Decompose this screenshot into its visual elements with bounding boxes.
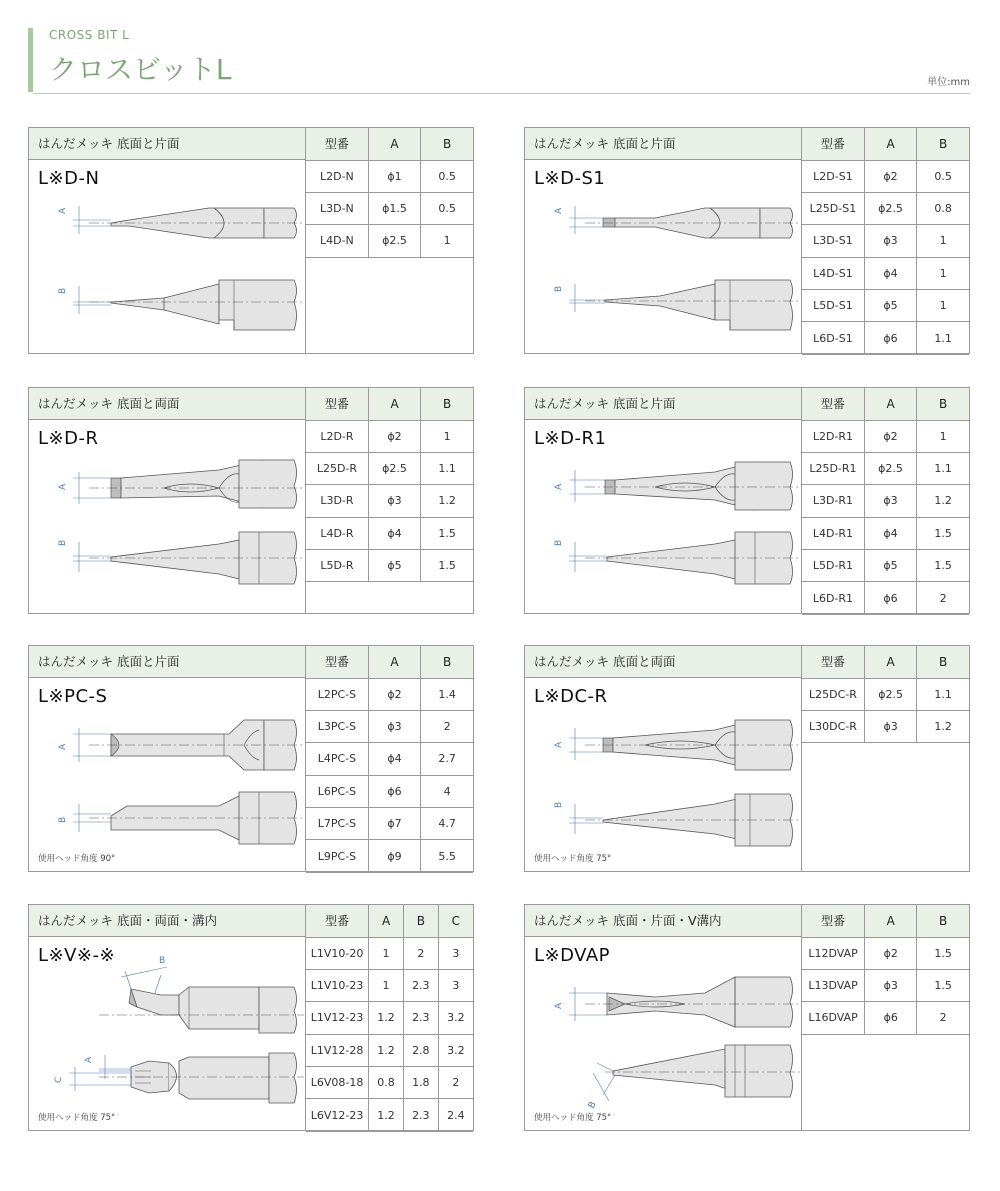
panel-drawing-area [29, 905, 306, 1130]
cell-b: 1 [917, 290, 969, 322]
cell-a: ϕ6 [864, 582, 916, 614]
cell-b: 2 [403, 937, 438, 969]
col-header-a: A [368, 388, 420, 420]
cell-a: ϕ6 [368, 775, 420, 807]
table-row [802, 1002, 969, 1034]
table-row [306, 550, 473, 582]
dimension-a [554, 470, 605, 502]
table-row [802, 969, 969, 1001]
cell-model: L25D-S1 [802, 192, 864, 224]
cell-b: 1.5 [421, 517, 473, 549]
tip-side-view [99, 1053, 304, 1103]
cell-b: 1.8 [403, 1067, 438, 1099]
panel-drawing-area [525, 905, 802, 1130]
table-row [802, 517, 969, 549]
tip-side-view [585, 532, 800, 584]
table-row [306, 808, 473, 840]
dimension-label-a: A [58, 743, 68, 750]
table-row [306, 840, 473, 872]
cell-b: 4 [421, 775, 473, 807]
cell-a: 0.8 [369, 1067, 404, 1099]
tip-diagram [58, 450, 304, 600]
col-header-b: B [917, 128, 969, 160]
panel-drawing-area [29, 388, 306, 613]
table-row [306, 743, 473, 775]
col-header-model: 型番 [306, 646, 368, 678]
cell-a: ϕ9 [368, 840, 420, 872]
product-panel-ldc-r [524, 645, 970, 872]
cell-a: ϕ3 [864, 710, 916, 742]
cell-model: L2PC-S [306, 678, 368, 710]
head-angle-note: 使用ヘッド角度 90° [38, 854, 116, 864]
cell-model: L25D-R [306, 452, 368, 484]
panel-drawing-area [525, 128, 802, 353]
product-panel-lv [28, 904, 474, 1131]
dimension-label-b: B [58, 539, 68, 546]
cell-a: 1 [369, 937, 404, 969]
cell-model: L7PC-S [306, 808, 368, 840]
dimension-label-b: B [586, 1100, 599, 1111]
table-row [802, 550, 969, 582]
cell-b: 2 [421, 710, 473, 742]
cell-a: ϕ2 [864, 160, 916, 192]
table-row [802, 192, 969, 224]
cell-b: 1.1 [421, 452, 473, 484]
cell-model: L13DVAP [802, 969, 865, 1001]
table-row [306, 452, 473, 484]
table-row [802, 485, 969, 517]
cell-model: L6PC-S [306, 775, 368, 807]
dimension-label-a: A [58, 207, 68, 214]
cell-model: L1V10-23 [306, 969, 369, 1001]
cell-a: ϕ2.5 [368, 225, 420, 257]
head-angle-note: 使用ヘッド角度 75° [534, 1113, 612, 1123]
cell-a: ϕ5 [864, 550, 916, 582]
cell-model: L2D-R1 [802, 420, 864, 452]
col-header-a: A [864, 128, 916, 160]
panel-model-name: L※DVAP [534, 945, 610, 966]
product-panel-lpc-s [28, 645, 474, 872]
dimension-b [121, 956, 167, 993]
cell-a: ϕ1.5 [368, 192, 420, 224]
col-header-b: B [917, 646, 969, 678]
col-header-model: 型番 [306, 905, 369, 937]
dimension-label-a: A [554, 741, 564, 748]
cell-model: L6D-S1 [802, 322, 864, 354]
table-row [306, 1002, 473, 1034]
table-row [306, 225, 473, 257]
dimension-label-a: A [58, 483, 68, 490]
panel-drawing-area [525, 388, 802, 613]
dimension-label-b: B [58, 816, 68, 823]
cell-a: ϕ6 [864, 322, 916, 354]
panel-model-name: L※D-R1 [534, 428, 607, 449]
spec-table [802, 646, 969, 743]
tip-top-view [585, 208, 800, 238]
tip-diagram [554, 190, 800, 340]
tip-side-view [89, 792, 304, 844]
col-header-a: A [368, 128, 420, 160]
panel-category: はんだメッキ 底面と片面 [29, 128, 305, 160]
col-header-model: 型番 [802, 646, 864, 678]
col-header-model: 型番 [802, 388, 864, 420]
dimension-b [58, 286, 111, 314]
col-header-model: 型番 [306, 128, 368, 160]
unit-label: 単位:mm [927, 77, 970, 88]
col-header-a: A [368, 646, 420, 678]
tip-diagram [58, 190, 304, 340]
table-row [802, 452, 969, 484]
col-header-model: 型番 [306, 388, 368, 420]
table-row [802, 160, 969, 192]
cell-model: L4D-R [306, 517, 368, 549]
col-header-model: 型番 [802, 128, 864, 160]
cell-a: ϕ3 [368, 710, 420, 742]
cell-a: ϕ2 [368, 420, 420, 452]
col-header-a: A [369, 905, 404, 937]
cell-b: 2 [917, 582, 969, 614]
panel-model-name: L※D-R [38, 428, 99, 449]
table-row [802, 678, 969, 710]
spec-table [306, 388, 473, 582]
table-row [802, 582, 969, 614]
dimension-b [587, 1063, 615, 1111]
dimension-label-a: A [554, 207, 564, 214]
panel-model-name: L※D-N [38, 168, 100, 189]
spec-table [802, 905, 969, 1035]
cell-a: ϕ7 [368, 808, 420, 840]
cell-c: 3.2 [438, 1034, 473, 1066]
dimension-label-b: B [58, 287, 68, 294]
spec-table [306, 128, 473, 258]
cell-b: 2 [917, 1002, 969, 1034]
panel-category: はんだメッキ 底面・片面・V溝内 [525, 905, 801, 937]
cell-a: ϕ2 [368, 678, 420, 710]
section-divider [33, 93, 970, 94]
cell-a: ϕ6 [865, 1002, 917, 1034]
cell-model: L4D-R1 [802, 517, 864, 549]
tip-top-view [89, 720, 304, 770]
panel-category: はんだメッキ 底面と片面 [29, 646, 305, 678]
table-row [802, 257, 969, 289]
table-row [306, 710, 473, 742]
cell-b: 1.2 [421, 485, 473, 517]
panel-model-name: L※PC-S [38, 686, 108, 707]
dimension-a [554, 206, 603, 234]
tip-diagram [554, 708, 800, 858]
table-row [306, 420, 473, 452]
tip-top-view [99, 987, 304, 1033]
cell-a: ϕ5 [368, 550, 420, 582]
cell-a: ϕ3 [864, 485, 916, 517]
spec-table [306, 905, 473, 1132]
tip-side-view [89, 280, 304, 330]
table-row [802, 937, 969, 969]
col-header-c: C [438, 905, 473, 937]
table-row [306, 1034, 473, 1066]
cell-b: 2.7 [421, 743, 473, 775]
cell-b: 1 [421, 420, 473, 452]
panel-category: はんだメッキ 底面と両面 [525, 646, 801, 678]
cell-model: L9PC-S [306, 840, 368, 872]
dimension-b [58, 540, 111, 572]
panel-category: はんだメッキ 底面と片面 [525, 388, 801, 420]
cell-c: 2.4 [438, 1099, 473, 1131]
cell-model: L3D-N [306, 192, 368, 224]
cell-b: 1.2 [917, 485, 969, 517]
col-header-b: B [421, 646, 473, 678]
cell-b: 5.5 [421, 840, 473, 872]
dimension-label-b: B [159, 956, 166, 966]
cell-b: 1.4 [421, 678, 473, 710]
product-panel-ld-r [28, 387, 474, 614]
tip-diagram [554, 967, 800, 1117]
cell-a: ϕ5 [864, 290, 916, 322]
section-header-bar [28, 28, 33, 92]
tip-top-view [89, 208, 304, 238]
col-header-b: B [421, 128, 473, 160]
cell-b: 0.5 [421, 160, 473, 192]
tip-top-view [585, 462, 800, 510]
cell-a: 1 [369, 969, 404, 1001]
dimension-label-a: A [84, 1056, 94, 1063]
cell-model: L4D-S1 [802, 257, 864, 289]
cell-b: 1.1 [917, 322, 969, 354]
cell-c: 3.2 [438, 1002, 473, 1034]
cell-b: 2.8 [403, 1034, 438, 1066]
cell-b: 2.3 [403, 1099, 438, 1131]
table-row [306, 1099, 473, 1131]
cell-c: 2 [438, 1067, 473, 1099]
table-row [802, 322, 969, 354]
cell-a: ϕ3 [864, 225, 916, 257]
cell-model: L3D-R1 [802, 485, 864, 517]
panel-model-name: L※V※-※ [38, 945, 116, 966]
cell-b: 1 [421, 225, 473, 257]
product-panel-ld-n [28, 127, 474, 354]
cell-b: 0.8 [917, 192, 969, 224]
panel-model-name: L※DC-R [534, 686, 608, 707]
dimension-a [84, 1055, 131, 1079]
spec-table [306, 646, 473, 873]
tip-top-view [89, 460, 304, 508]
panel-drawing-area [29, 128, 306, 353]
cell-a: 1.2 [369, 1002, 404, 1034]
tip-side-view [585, 794, 800, 846]
col-header-b: B [421, 388, 473, 420]
table-row [306, 517, 473, 549]
col-header-b: B [917, 388, 969, 420]
cell-b: 2.3 [403, 969, 438, 1001]
cell-model: L1V10-20 [306, 937, 369, 969]
panel-drawing-area [525, 646, 802, 871]
cell-model: L1V12-28 [306, 1034, 369, 1066]
dimension-a [58, 206, 111, 234]
cell-b: 1 [917, 420, 969, 452]
dimension-label-b: B [554, 801, 564, 808]
table-row [802, 420, 969, 452]
dimension-b [554, 540, 607, 572]
table-row [306, 678, 473, 710]
panel-model-name: L※D-S1 [534, 168, 606, 189]
cell-a: ϕ3 [368, 485, 420, 517]
cell-b: 1.5 [421, 550, 473, 582]
cell-b: 1.5 [917, 517, 969, 549]
cell-model: L3D-S1 [802, 225, 864, 257]
cell-a: ϕ2.5 [864, 678, 916, 710]
cell-a: ϕ4 [864, 257, 916, 289]
cell-model: L3D-R [306, 485, 368, 517]
cell-model: L2D-S1 [802, 160, 864, 192]
cell-b: 1.5 [917, 937, 969, 969]
cell-a: ϕ2 [864, 420, 916, 452]
cell-a: 1.2 [369, 1034, 404, 1066]
table-row [306, 969, 473, 1001]
cell-b: 1.1 [917, 452, 969, 484]
panel-category: はんだメッキ 底面と両面 [29, 388, 305, 420]
tip-side-view [585, 280, 800, 330]
table-row [306, 937, 473, 969]
cell-b: 1.1 [917, 678, 969, 710]
col-header-a: A [864, 646, 916, 678]
table-row [306, 485, 473, 517]
spec-table [802, 388, 969, 615]
cell-b: 2.3 [403, 1002, 438, 1034]
table-row [802, 290, 969, 322]
table-row [802, 225, 969, 257]
product-panel-ldvap [524, 904, 970, 1131]
cell-a: ϕ1 [368, 160, 420, 192]
cell-model: L16DVAP [802, 1002, 865, 1034]
cell-a: ϕ4 [368, 743, 420, 775]
cell-b: 1 [917, 225, 969, 257]
cell-a: ϕ4 [368, 517, 420, 549]
cell-model: L1V12-23 [306, 1002, 369, 1034]
dimension-a [554, 728, 603, 760]
cell-c: 3 [438, 937, 473, 969]
panel-drawing-area [29, 646, 306, 871]
dimension-c [54, 1067, 131, 1091]
tip-side-view [605, 1045, 800, 1097]
cell-a: ϕ2.5 [864, 452, 916, 484]
col-header-a: A [864, 388, 916, 420]
col-header-a: A [865, 905, 917, 937]
col-header-model: 型番 [802, 905, 865, 937]
dimension-label-c: C [54, 1076, 64, 1083]
cell-model: L5D-S1 [802, 290, 864, 322]
tip-diagram [58, 708, 304, 858]
cell-model: L6D-R1 [802, 582, 864, 614]
cell-model: L6V12-23 [306, 1099, 369, 1131]
dimension-b [554, 284, 605, 312]
product-panel-ld-r1 [524, 387, 970, 614]
dimension-label-a: A [554, 1002, 564, 1009]
table-row [306, 160, 473, 192]
cell-b: 0.5 [421, 192, 473, 224]
cell-b: 4.7 [421, 808, 473, 840]
cell-model: L12DVAP [802, 937, 865, 969]
table-row [802, 710, 969, 742]
tip-top-view [585, 720, 800, 770]
col-header-b: B [403, 905, 438, 937]
tip-diagram [554, 450, 800, 600]
table-row [306, 192, 473, 224]
cell-model: L2D-N [306, 160, 368, 192]
dimension-label-b: B [554, 285, 564, 292]
product-panel-ld-s1 [524, 127, 970, 354]
tip-side-view [89, 532, 304, 584]
cell-a: ϕ2 [865, 937, 917, 969]
cell-a: ϕ2.5 [368, 452, 420, 484]
dimension-label-b: B [554, 539, 564, 546]
cell-a: ϕ4 [864, 517, 916, 549]
dimension-b [554, 802, 603, 834]
table-row [306, 775, 473, 807]
cell-b: 1 [917, 257, 969, 289]
cell-model: L5D-R1 [802, 550, 864, 582]
table-row [306, 1067, 473, 1099]
cell-a: 1.2 [369, 1099, 404, 1131]
cell-a: ϕ3 [865, 969, 917, 1001]
col-header-b: B [917, 905, 969, 937]
cell-model: L2D-R [306, 420, 368, 452]
head-angle-note: 使用ヘッド角度 75° [534, 854, 612, 864]
cell-model: L4D-N [306, 225, 368, 257]
spec-table [802, 128, 969, 355]
cell-b: 1.5 [917, 969, 969, 1001]
cell-a: ϕ2.5 [864, 192, 916, 224]
panel-category: はんだメッキ 底面・両面・溝内 [29, 905, 305, 937]
cell-model: L4PC-S [306, 743, 368, 775]
cell-b: 1.5 [917, 550, 969, 582]
panel-category: はんだメッキ 底面と片面 [525, 128, 801, 160]
section-title: クロスビットL [49, 53, 232, 86]
cell-model: L3PC-S [306, 710, 368, 742]
cell-model: L5D-R [306, 550, 368, 582]
cell-model: L25DC-R [802, 678, 864, 710]
cell-b: 1.2 [917, 710, 969, 742]
tip-diagram [54, 956, 304, 1117]
dimension-label-a: A [554, 483, 564, 490]
tip-top-view [585, 977, 800, 1027]
head-angle-note: 使用ヘッド角度 75° [38, 1113, 116, 1123]
cell-c: 3 [438, 969, 473, 1001]
cell-model: L6V08-18 [306, 1067, 369, 1099]
section-subtitle: CROSS BIT L [49, 28, 130, 42]
cell-b: 0.5 [917, 160, 969, 192]
cell-model: L30DC-R [802, 710, 864, 742]
cell-model: L25D-R1 [802, 452, 864, 484]
